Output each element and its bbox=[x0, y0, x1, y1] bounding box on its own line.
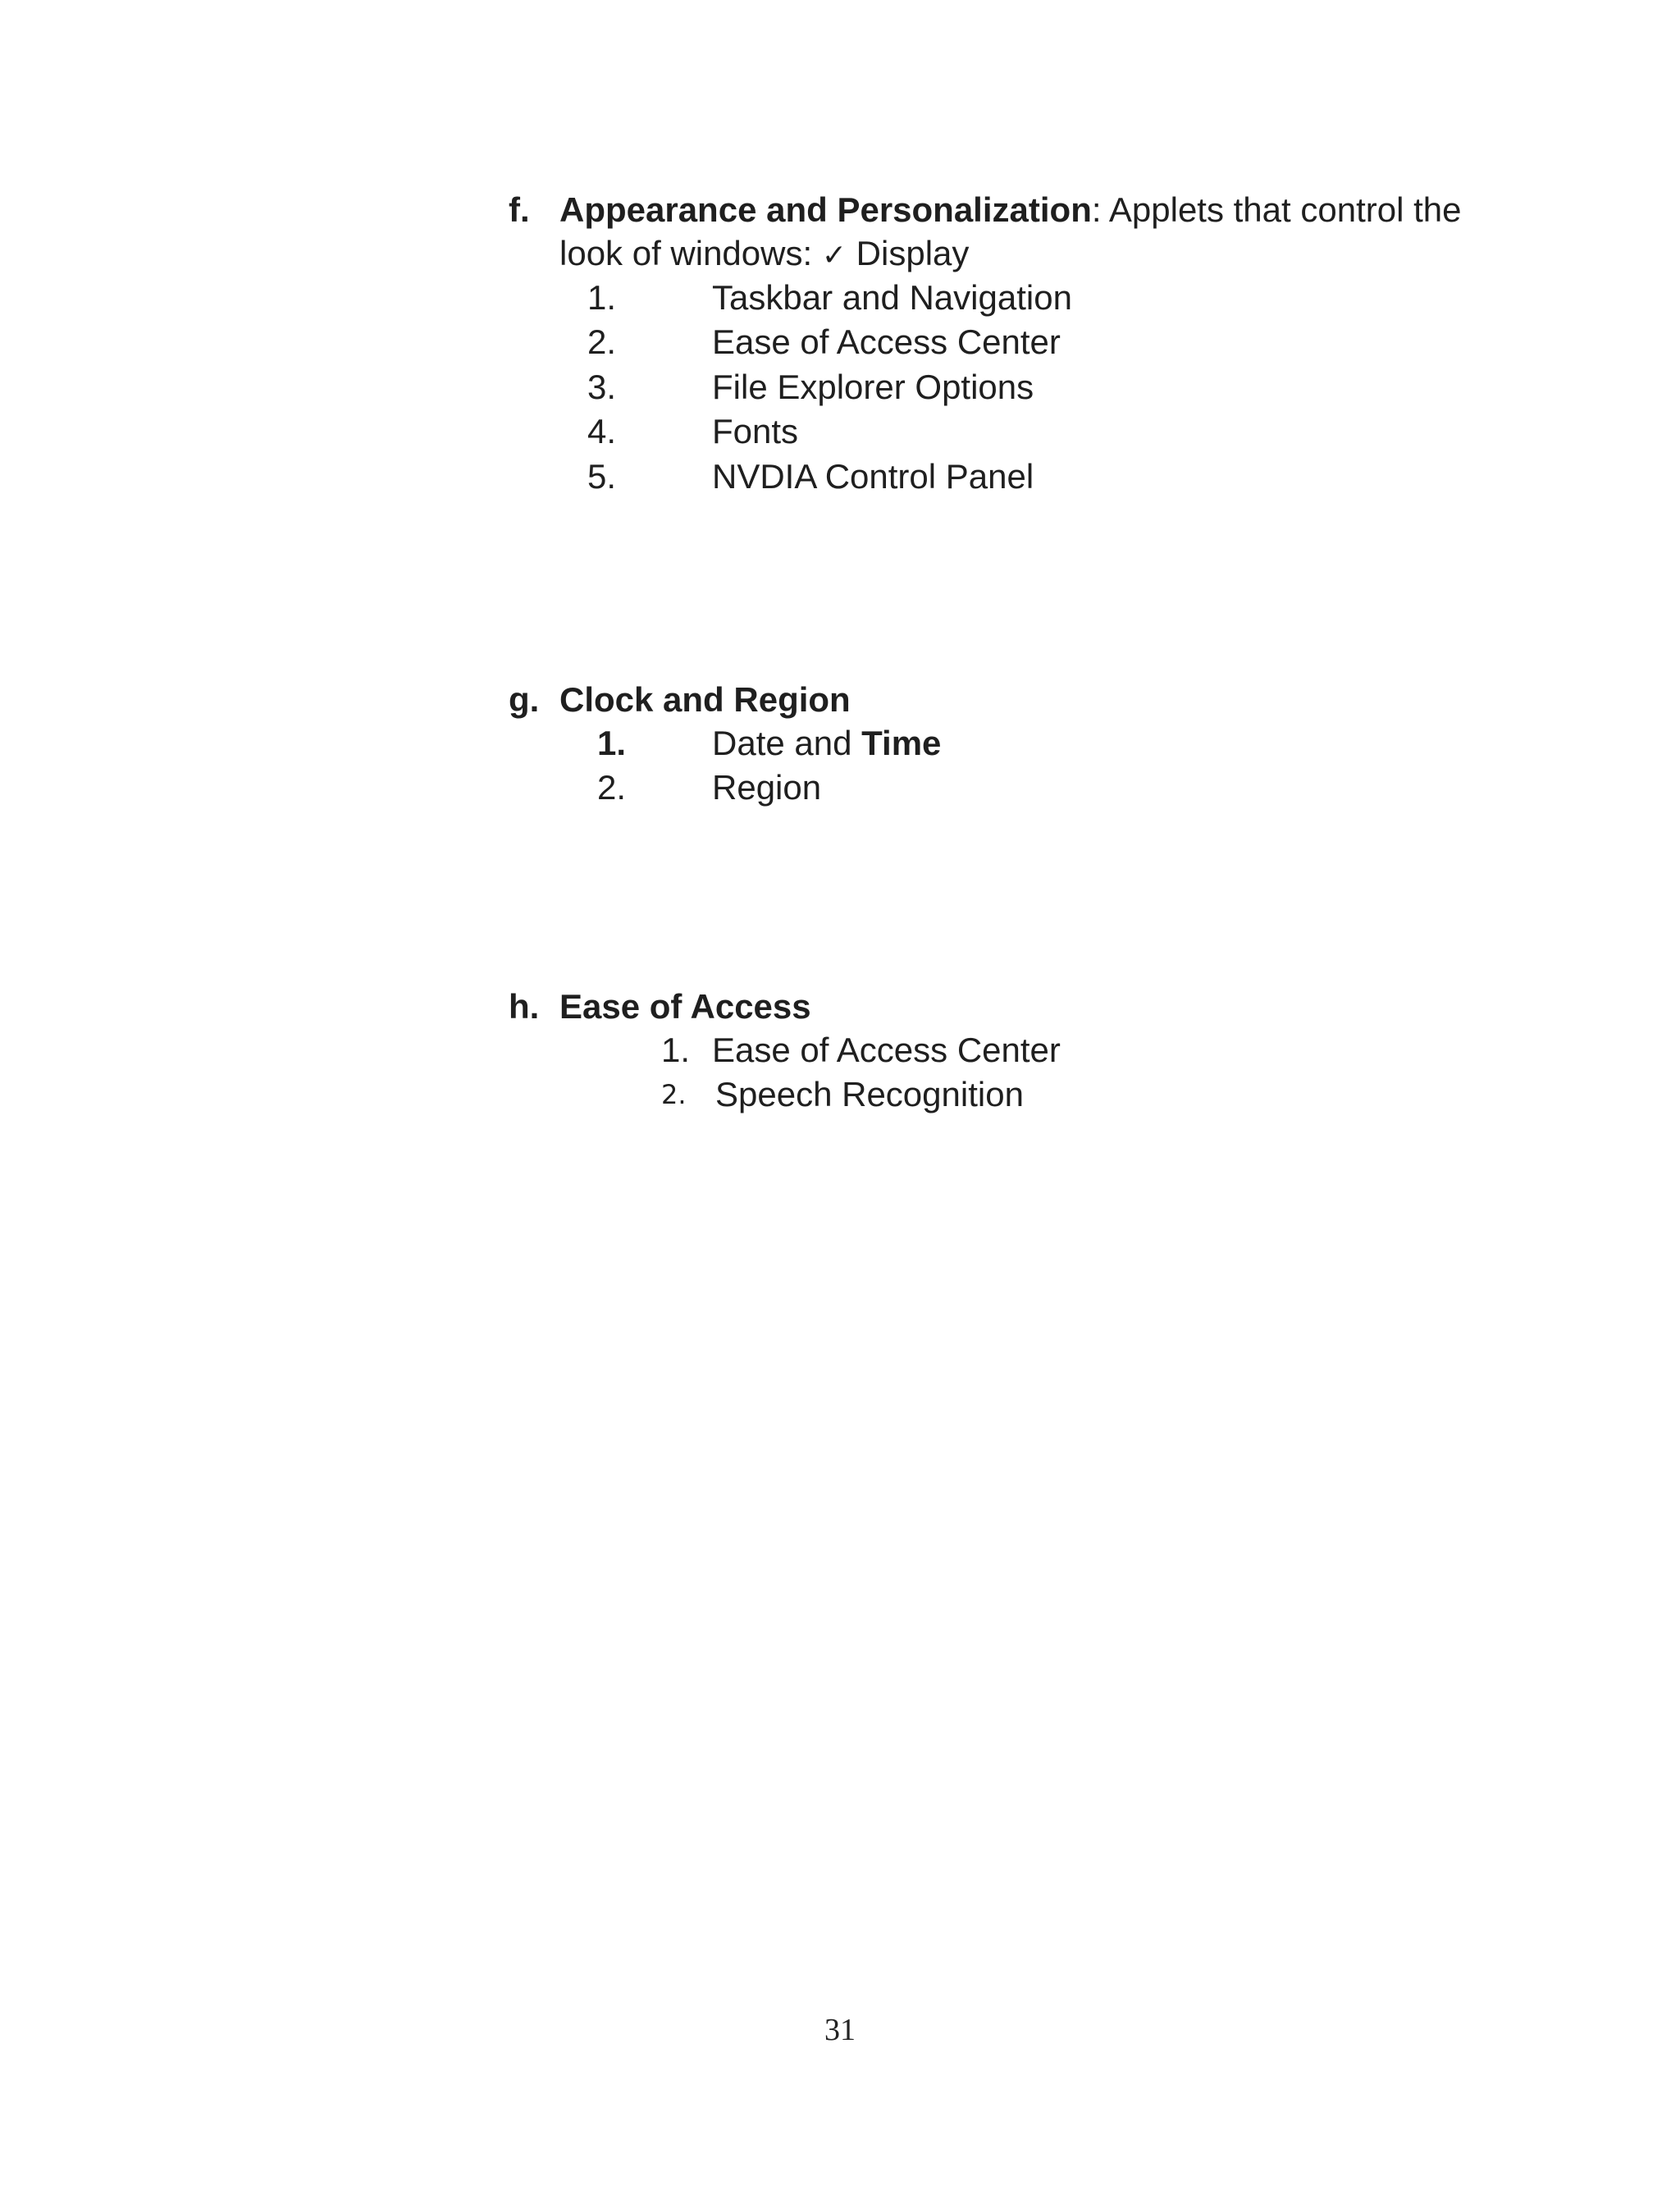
list-item-number: 1. bbox=[597, 724, 627, 762]
list-item-number: 4. bbox=[587, 412, 617, 450]
list-item-number: 5. bbox=[587, 457, 617, 496]
list-item bbox=[712, 722, 941, 765]
list-item: Ease of Access Center bbox=[712, 1031, 1061, 1069]
section-f-intro-prefix: look of windows: bbox=[559, 234, 813, 272]
section-h-heading: Ease of Access bbox=[559, 987, 811, 1026]
section-f-intro-line2 bbox=[559, 232, 969, 277]
section-f-heading: Appearance and Personalization bbox=[559, 190, 1092, 229]
list-item: Region bbox=[712, 768, 822, 807]
section-f-letter: f. bbox=[509, 190, 530, 229]
list-item: NVDIA Control Panel bbox=[712, 457, 1034, 496]
section-f-intro-rest: : Applets that control the bbox=[1091, 190, 1462, 229]
list-item-number: 1. bbox=[661, 1031, 691, 1069]
list-item-number: 2. bbox=[587, 322, 617, 361]
section-g-letter: g. bbox=[509, 680, 540, 719]
list-item: File Explorer Options bbox=[712, 368, 1034, 406]
list-item-plain-text: Date and bbox=[712, 724, 862, 762]
list-item-number: 2. bbox=[661, 1079, 687, 1110]
section-f-intro-line1 bbox=[559, 189, 1461, 231]
list-item: Speech Recognition bbox=[715, 1075, 1024, 1113]
list-item: Taskbar and Navigation bbox=[712, 278, 1072, 317]
list-item-number: 2. bbox=[597, 768, 627, 807]
section-h-letter: h. bbox=[509, 987, 540, 1026]
page-number: 31 bbox=[824, 2013, 856, 2047]
list-item-number: 3. bbox=[587, 368, 617, 406]
section-g-heading: Clock and Region bbox=[559, 680, 851, 719]
list-item-bold-text: Time bbox=[861, 724, 942, 762]
section-f-check-item: Display bbox=[856, 234, 970, 272]
list-item-number: 1. bbox=[587, 278, 617, 317]
checkmark-icon: ✓ bbox=[821, 239, 847, 272]
list-item: Fonts bbox=[712, 412, 799, 450]
list-item: Ease of Access Center bbox=[712, 322, 1061, 361]
